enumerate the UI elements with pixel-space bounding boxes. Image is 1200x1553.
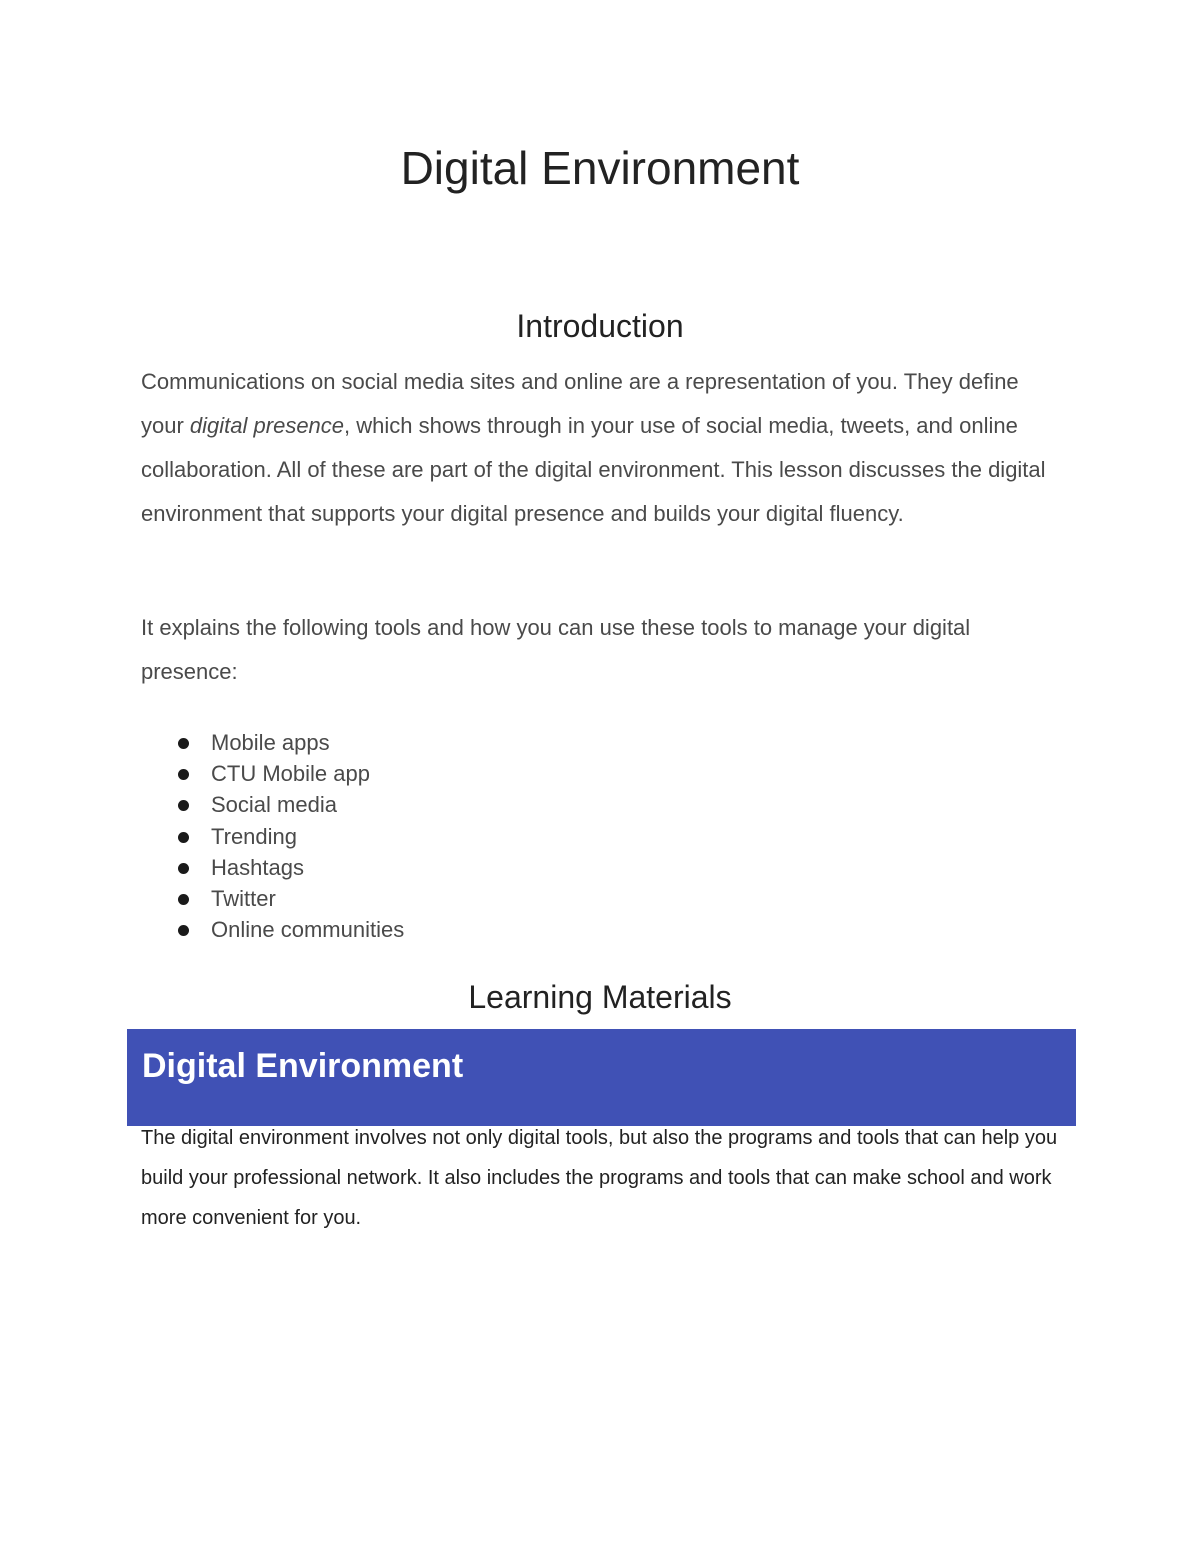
list-item-label: Hashtags — [211, 854, 304, 880]
bullet-icon — [178, 738, 189, 749]
paragraph-text-after: , which shows through in your use of social media, tweets, and online collaboration. All of these are part of the digital environment. This lesson discusses the digital environment that supports your digital presence and builds your digital fluency. — [141, 413, 1046, 526]
learning-materials-body: The digital environment involves not only digital tools, but also the programs and tools that can help you build your professional network. It also includes the programs and tools that can make school and work more convenient for you. — [141, 1127, 1058, 1229]
bullet-icon — [178, 800, 189, 811]
list-item — [178, 883, 404, 914]
list-item-label: Social media — [211, 792, 337, 818]
document-title: Digital Environment — [400, 142, 800, 194]
digital-presence-emphasis: digital presence — [189, 413, 345, 438]
introduction-heading: Introduction — [516, 308, 684, 344]
list-item-label: Mobile apps — [211, 730, 330, 755]
list-item — [178, 914, 404, 945]
bullet-icon — [178, 769, 189, 780]
list-item-label: Trending — [211, 823, 298, 849]
tools-list — [178, 727, 404, 945]
paragraph-text-before: Communications on social media sites and online are a representation of you. They define your — [141, 369, 1019, 438]
list-item-label: Twitter — [211, 886, 276, 912]
bullet-icon — [178, 832, 189, 843]
introduction-paragraph-1 — [141, 360, 1061, 536]
bullet-icon — [178, 925, 189, 936]
list-item — [178, 789, 404, 820]
list-item — [178, 727, 404, 758]
list-item — [178, 852, 404, 883]
list-item-label: CTU Mobile app — [211, 761, 370, 787]
list-item — [178, 758, 404, 789]
introduction-paragraph-2: It explains the following tools and how you can use these tools to manage your digital presence: — [141, 615, 971, 684]
bullet-icon — [178, 863, 189, 874]
banner-title: Digital Environment — [142, 1047, 464, 1085]
list-item — [178, 821, 404, 852]
bullet-icon — [178, 894, 189, 905]
list-item-label: Online communities — [211, 917, 405, 943]
digital-environment-banner — [127, 1029, 1076, 1126]
learning-materials-heading: Learning Materials — [468, 979, 732, 1015]
